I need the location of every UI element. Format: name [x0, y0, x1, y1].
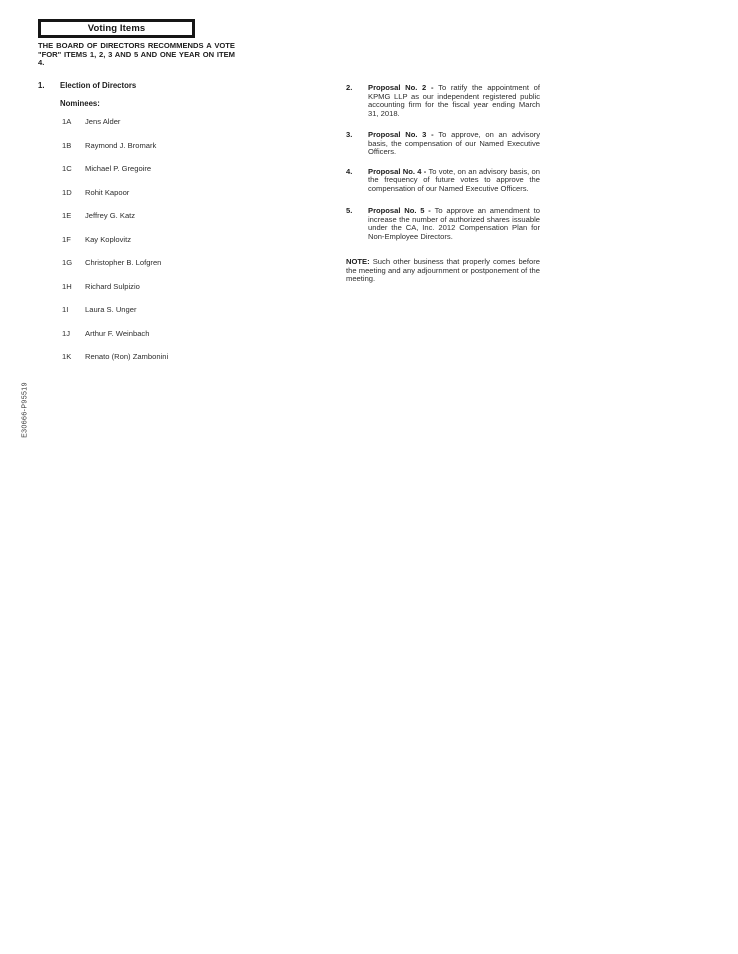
item-1-number: 1. — [38, 81, 45, 90]
nominees-label: Nominees: — [60, 99, 100, 108]
proposal-4-number: 4. — [346, 166, 353, 176]
nominee-row — [62, 211, 168, 235]
nominee-row — [62, 329, 168, 353]
proposal-3-body — [368, 131, 540, 157]
nominee-name: Renato (Ron) Zambonini — [85, 352, 169, 361]
nominee-code: 1I — [62, 305, 69, 314]
nominee-row — [62, 117, 168, 141]
nominee-code: 1E — [62, 211, 72, 220]
voting-items-title: Voting Items — [87, 23, 146, 34]
nominee-row — [62, 305, 168, 329]
nominee-code: 1G — [62, 258, 73, 267]
nominee-name: Jeffrey G. Katz — [85, 211, 136, 220]
nominee-code: 1A — [62, 117, 72, 126]
note-paragraph — [346, 258, 540, 284]
nominee-name: Arthur F. Weinbach — [85, 328, 150, 338]
nominee-row — [62, 258, 168, 282]
form-code-vertical-text: E30666-P95519 — [21, 382, 29, 438]
proposal-3 — [346, 131, 540, 157]
nominee-code: 1F — [62, 234, 71, 244]
nominee-code: 1K — [62, 352, 72, 361]
proposal-3-label: Proposal No. 3 - — [368, 130, 439, 139]
proposal-5 — [346, 207, 540, 241]
nominee-name: Jens Alder — [85, 117, 121, 126]
nominee-name: Michael P. Gregoire — [85, 164, 152, 173]
proposal-5-number: 5. — [346, 206, 353, 215]
nominee-row — [62, 164, 168, 188]
item-1-title: Election of Directors — [60, 81, 137, 90]
nominee-name: Richard Sulpizio — [85, 281, 140, 291]
proposal-3-text: To approve, on an advisory basis, the compensation of our Named Executive Officers. — [368, 130, 541, 156]
voting-items-header-box — [38, 19, 195, 38]
nominee-code: 1D — [62, 187, 72, 197]
proposal-2-label: Proposal No. 2 - — [368, 83, 439, 92]
note-text: Such other business that properly comes before the meeting and any adjournment or postponement of the meeting. — [346, 257, 540, 283]
proposal-2-body — [368, 84, 540, 118]
nominee-row — [62, 352, 168, 376]
proposal-4-label: Proposal No. 4 - — [368, 166, 429, 176]
nominee-code: 1J — [62, 328, 71, 338]
proposal-5-label: Proposal No. 5 - — [368, 206, 435, 215]
nominees-list — [62, 117, 168, 376]
nominee-row — [62, 282, 168, 306]
nominee-code: 1H — [62, 281, 72, 291]
proposal-5-body — [368, 207, 540, 241]
proposal-2 — [346, 84, 540, 118]
proposal-4-body — [368, 168, 540, 194]
proposal-4-text: To vote, on an advisory basis, on the frequency of future votes to approve the compensation of our Named Executive Officers. — [368, 166, 540, 193]
proposal-3-number: 3. — [346, 130, 353, 139]
nominee-code: 1C — [62, 164, 72, 173]
note-label: NOTE: — [346, 257, 370, 266]
nominee-name: Rohit Kapoor — [85, 187, 130, 197]
proposal-2-number: 2. — [346, 83, 353, 92]
item-1-heading — [38, 81, 136, 90]
nominee-name: Christopher B. Lofgren — [85, 258, 162, 267]
proposal-5-text: To approve an amendment to increase the number of authorized shares issuable under the CA, Inc. 2012 Compensation Plan for Non-Employee Directors. — [368, 206, 541, 241]
nominee-row — [62, 235, 168, 259]
nominee-name: Kay Koplovitz — [85, 234, 132, 244]
nominee-name: Raymond J. Bromark — [85, 140, 157, 150]
nominee-row — [62, 188, 168, 212]
nominee-code: 1B — [62, 140, 72, 150]
nominee-name: Laura S. Unger — [85, 305, 137, 314]
proposals-column — [346, 84, 540, 284]
proposal-4 — [346, 168, 540, 194]
proposal-2-text: To ratify the appointment of KPMG LLP as our independent registered public accounting firm for the fiscal year ending March 31, 2018. — [368, 83, 540, 118]
nominee-row — [62, 141, 168, 165]
board-recommendation-text: THE BOARD OF DIRECTORS RECOMMENDS A VOTE "FOR" ITEMS 1, 2, 3 AND 5 AND ONE YEAR ON ITEM 4. — [38, 41, 235, 68]
